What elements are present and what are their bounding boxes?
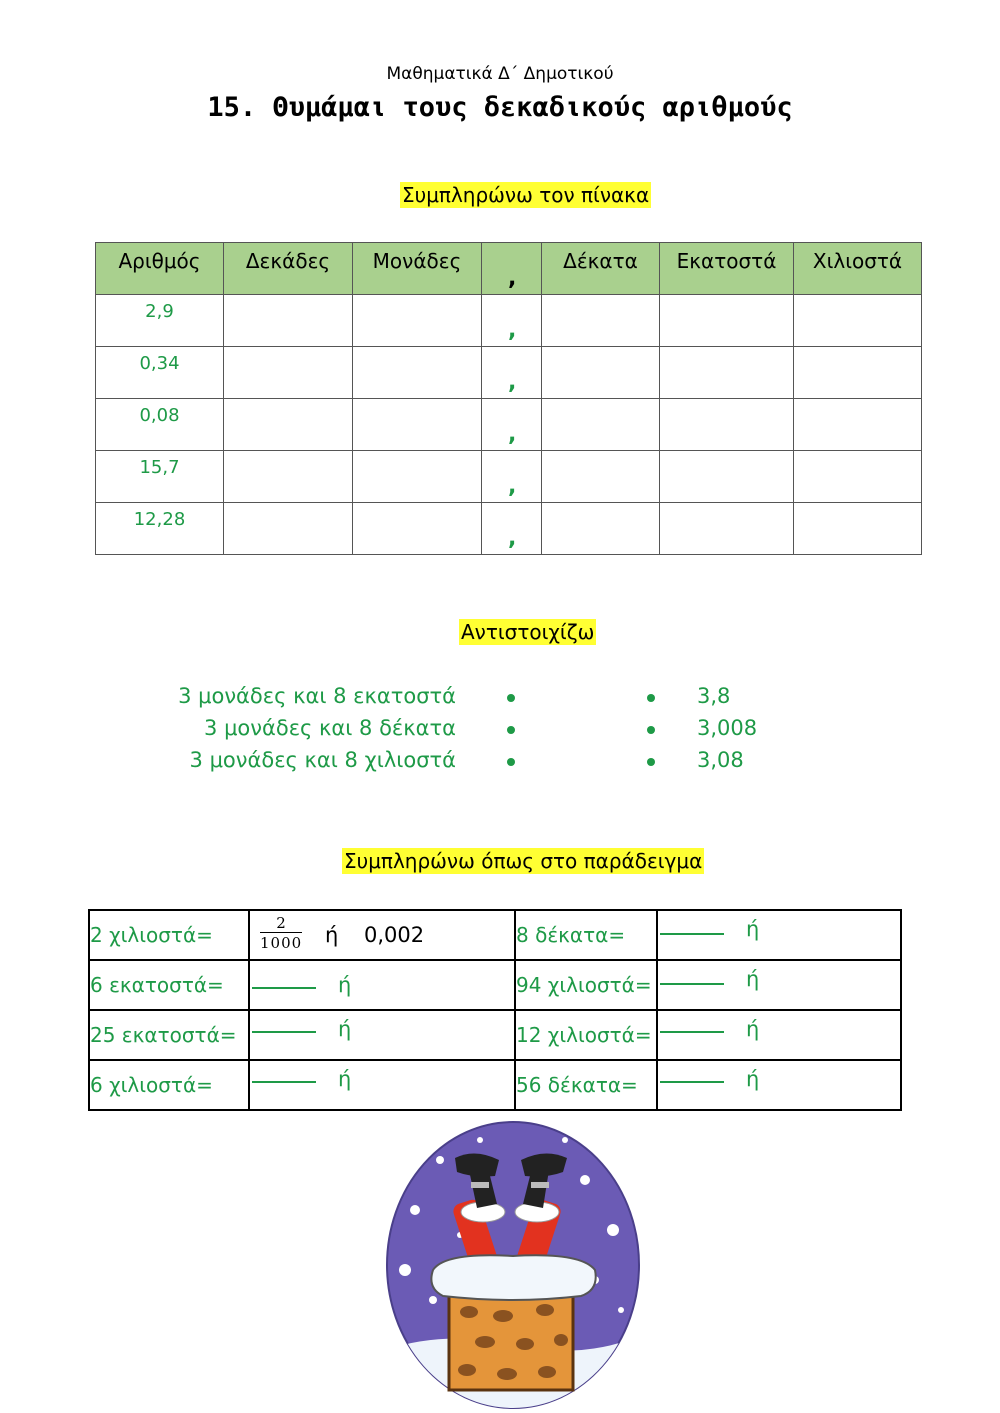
match-dot-left[interactable]: [507, 726, 515, 734]
tenths-cell[interactable]: [542, 399, 660, 451]
thousandths-cell[interactable]: [794, 451, 922, 503]
or-word: ή: [746, 967, 760, 991]
comma-cell: [482, 451, 542, 503]
match-right-item: 3,08: [697, 748, 744, 772]
tens-cell[interactable]: [224, 451, 353, 503]
thousandths-cell[interactable]: [794, 295, 922, 347]
match-left-item: 3 μονάδες και 8 χιλιοστά: [189, 748, 456, 772]
hundredths-cell[interactable]: [660, 347, 794, 399]
match-dot-right[interactable]: [647, 726, 655, 734]
number-cell: 2,9: [96, 295, 224, 347]
thousandths-cell[interactable]: [794, 347, 922, 399]
or-word: ή: [746, 1067, 760, 1091]
example-answer-cell: [249, 910, 515, 960]
number-cell: 12,28: [96, 503, 224, 555]
or-word: ή: [746, 917, 760, 941]
hundredths-cell[interactable]: [660, 295, 794, 347]
table-row: [96, 399, 922, 451]
answer-line: [660, 1081, 724, 1083]
units-cell[interactable]: [353, 347, 482, 399]
match-dot-right[interactable]: [647, 694, 655, 702]
answer-line: [660, 1031, 724, 1033]
or-word: ή: [338, 1067, 352, 1091]
table-row: [96, 503, 922, 555]
answer-cell[interactable]: [657, 910, 901, 960]
comma-mark: ,: [508, 370, 517, 395]
comma-mark: ,: [508, 422, 517, 447]
units-cell[interactable]: [353, 451, 482, 503]
chimney: [431, 1255, 595, 1390]
answer-line: [660, 983, 724, 985]
comma-mark: ,: [508, 526, 517, 551]
santa-in-chimney-icon: [385, 1120, 641, 1410]
table-row: [89, 1010, 901, 1060]
tenths-cell[interactable]: [542, 295, 660, 347]
comma-mark: ,: [508, 266, 517, 291]
table-row: [89, 910, 901, 960]
hundredths-cell[interactable]: [660, 503, 794, 555]
answer-cell[interactable]: [657, 1010, 901, 1060]
or-word: ή: [325, 923, 339, 947]
or-word: ή: [746, 1017, 760, 1041]
answer-line: [252, 1081, 316, 1083]
col-header-number: Αριθμός: [96, 243, 224, 295]
table-row: [89, 1060, 901, 1110]
thousandths-cell[interactable]: [794, 503, 922, 555]
fraction-denominator: 1000: [260, 934, 303, 952]
tenths-cell[interactable]: [542, 503, 660, 555]
match-right-item: 3,8: [697, 684, 731, 708]
tens-cell[interactable]: [224, 399, 353, 451]
col-header-units: Μονάδες: [353, 243, 482, 295]
example-decimal: 0,002: [364, 923, 425, 947]
subtitle: Μαθηματικά Δ΄ Δημοτικού: [386, 64, 614, 84]
col-header-comma: [482, 243, 542, 295]
match-left-item: 3 μονάδες και 8 δέκατα: [204, 716, 456, 740]
fraction-decimal-table: [88, 909, 902, 1111]
table-row: [96, 295, 922, 347]
answer-line: [660, 933, 724, 935]
number-cell: 0,08: [96, 399, 224, 451]
number-cell: 0,34: [96, 347, 224, 399]
comma-cell: [482, 347, 542, 399]
answer-line: [252, 987, 316, 989]
tens-cell[interactable]: [224, 295, 353, 347]
hundredths-cell[interactable]: [660, 451, 794, 503]
row-label: 2 χιλιοστά=: [89, 910, 249, 960]
or-word: ή: [338, 973, 352, 997]
comma-mark: ,: [508, 474, 517, 499]
units-cell[interactable]: [353, 399, 482, 451]
example-fraction: [260, 914, 302, 953]
col-header-thousandths: Χιλιοστά: [794, 243, 922, 295]
tenths-cell[interactable]: [542, 347, 660, 399]
answer-cell[interactable]: [249, 1010, 515, 1060]
match-left-item: 3 μονάδες και 8 εκατοστά: [178, 684, 456, 708]
chimney-snow-cap: [431, 1255, 595, 1300]
place-value-table: [95, 242, 922, 555]
match-dot-right[interactable]: [647, 758, 655, 766]
table-row: [96, 347, 922, 399]
fraction-numerator: 2: [260, 914, 302, 933]
table-header-row: [96, 243, 922, 295]
units-cell[interactable]: [353, 295, 482, 347]
row-label: 56 δέκατα=: [515, 1060, 657, 1110]
tens-cell[interactable]: [224, 503, 353, 555]
section-heading-matching: Αντιστοιχίζω: [461, 620, 595, 644]
section-heading-table: Συμπληρώνω τον πίνακα: [402, 183, 650, 207]
table-row: [89, 960, 901, 1010]
answer-cell[interactable]: [657, 1060, 901, 1110]
row-label: 6 εκατοστά=: [89, 960, 249, 1010]
hundredths-cell[interactable]: [660, 399, 794, 451]
row-label: 6 χιλιοστά=: [89, 1060, 249, 1110]
or-word: ή: [338, 1017, 352, 1041]
comma-cell: [482, 295, 542, 347]
table-row: [96, 451, 922, 503]
section-heading-fill: Συμπληρώνω όπως στο παράδειγμα: [344, 849, 703, 873]
answer-cell[interactable]: [249, 960, 515, 1010]
comma-cell: [482, 503, 542, 555]
row-label: 8 δέκατα=: [515, 910, 657, 960]
answer-cell[interactable]: [249, 1060, 515, 1110]
comma-cell: [482, 399, 542, 451]
col-header-hundredths: Εκατοστά: [660, 243, 794, 295]
comma-mark: ,: [508, 318, 517, 343]
match-dot-left[interactable]: [507, 694, 515, 702]
tenths-cell[interactable]: [542, 451, 660, 503]
row-label: 94 χιλιοστά=: [515, 960, 657, 1010]
thousandths-cell[interactable]: [794, 399, 922, 451]
match-dot-left[interactable]: [507, 758, 515, 766]
match-right-item: 3,008: [697, 716, 758, 740]
col-header-tenths: Δέκατα: [542, 243, 660, 295]
col-header-tens: Δεκάδες: [224, 243, 353, 295]
page-title: 15. Θυμάμαι τους δεκαδικούς αριθμούς: [207, 92, 793, 123]
answer-line: [252, 1031, 316, 1033]
units-cell[interactable]: [353, 503, 482, 555]
answer-cell[interactable]: [657, 960, 901, 1010]
number-cell: 15,7: [96, 451, 224, 503]
tens-cell[interactable]: [224, 347, 353, 399]
row-label: 25 εκατοστά=: [89, 1010, 249, 1060]
row-label: 12 χιλιοστά=: [515, 1010, 657, 1060]
